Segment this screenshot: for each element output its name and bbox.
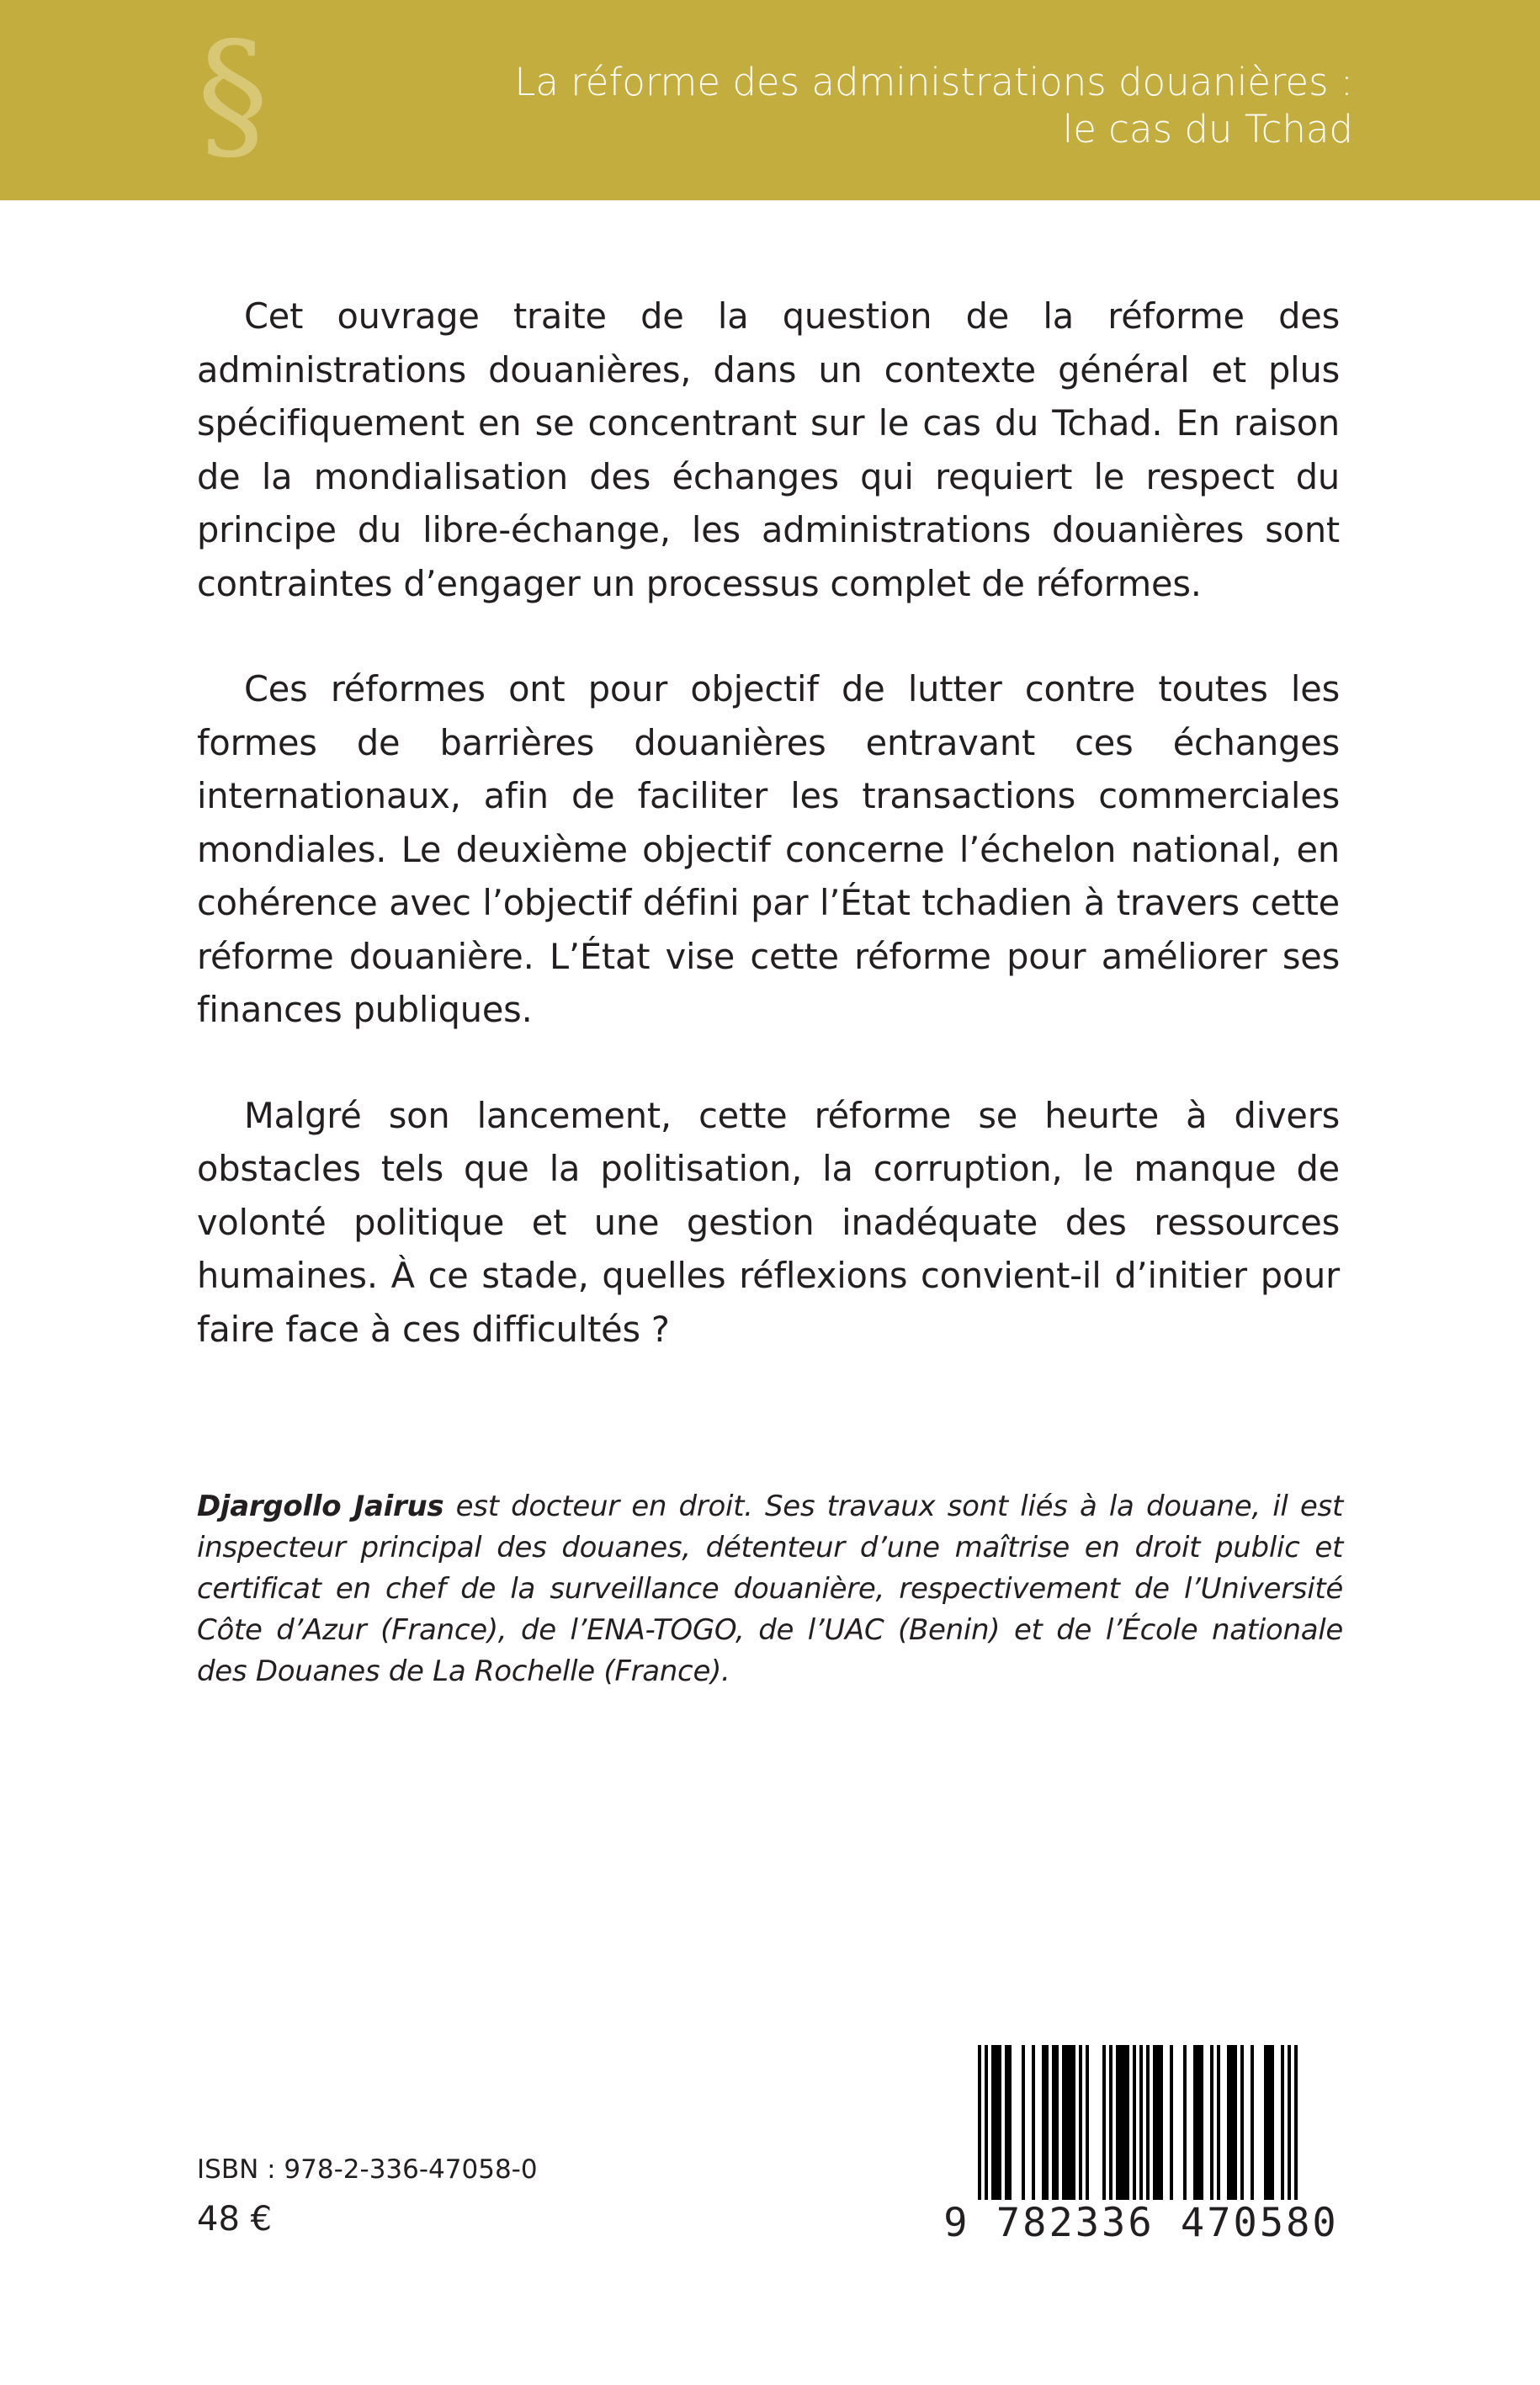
barcode-bar (1210, 2045, 1213, 2202)
cover-header-band (0, 0, 1540, 200)
book-title-line-1: La réforme des administrations douanières : (514, 60, 1353, 104)
barcode-bar (1069, 2045, 1072, 2202)
barcode-bar (1008, 2045, 1012, 2202)
barcode-bar (1153, 2045, 1156, 2202)
barcode-bar (991, 2045, 995, 2202)
barcode-bar (1230, 2045, 1234, 2202)
barcode-digits: 9 782336 470580 (941, 2200, 1341, 2247)
barcode-bar (1133, 2045, 1136, 2223)
barcode-bar (1116, 2045, 1119, 2202)
barcode-bar (1022, 2045, 1025, 2202)
barcode-bar (1170, 2045, 1173, 2202)
barcode-bar (1200, 2045, 1203, 2202)
barcode-bar (1065, 2045, 1069, 2202)
synopsis-paragraph-3: Malgré son lancement, cette réforme se heurte à divers obstacles tels que la politisation, la corruption, le manque de volonté politique et une gestion inadéquate des ressources humaines. À ce stade, quelles réflexions convient-il d’initier pour faire face à ces difficultés ? (197, 1094, 1340, 1350)
barcode-bar (1240, 2045, 1244, 2202)
barcode-bar (1227, 2045, 1230, 2202)
barcode-bar (1234, 2045, 1237, 2202)
barcode-bar (1251, 2045, 1254, 2202)
synopsis-paragraph-2: Ces réformes ont pour objectif de lutter contre toutes les formes de barrières douanières entravant ces échanges internationaux, afin de faciliter les transactions commerciales mondiales. Le deuxième objectif concerne l’échelon national, en cohérence avec l’objectif défini par l’État tchadien à travers cette réforme douanière. L’État vise cette réforme pour améliorer ses finances publiques. (197, 668, 1340, 1030)
barcode-bar (1109, 2045, 1113, 2202)
barcode (941, 2045, 1341, 2247)
barcode-bar (1005, 2045, 1008, 2202)
barcode-bar (1197, 2045, 1200, 2202)
barcode-bar (1156, 2045, 1160, 2202)
barcode-bar (1193, 2045, 1197, 2202)
barcode-bar (985, 2045, 988, 2223)
barcode-bar (1139, 2045, 1143, 2223)
barcode-bar (1264, 2045, 1267, 2202)
barcode-bar (1281, 2045, 1284, 2202)
barcode-bar (1146, 2045, 1150, 2202)
synopsis (197, 289, 1340, 1408)
barcode-bar (998, 2045, 1001, 2202)
barcode-bar (1119, 2045, 1123, 2202)
author-bio-text: est docteur en droit. Ses travaux sont liés à la douane, il est inspecteur principal des douanes, détenteur d’une maîtrise en droit public et certificat en chef de la surveillance douanière, respectivement de l’Université Côte d’Azur (France), de l’ENA-TOGO, de l’UAC (Benin) et de l’École nationale des Douanes de La Rochelle (France). (197, 1490, 1343, 1688)
barcode-bar (1055, 2045, 1059, 2202)
barcode-bar (995, 2045, 998, 2202)
barcode-bar (1160, 2045, 1163, 2202)
book-title-line-2: le cas du Tchad (1062, 107, 1353, 151)
barcode-bar (1217, 2045, 1220, 2202)
barcode-bar (1042, 2045, 1045, 2202)
book-title (514, 59, 1353, 153)
barcode-bar (1294, 2045, 1298, 2223)
author-name: Djargollo Jairus (197, 1490, 444, 1523)
barcode-bar (1102, 2045, 1106, 2202)
price-label: 48 € (197, 2200, 273, 2239)
barcode-bar (1123, 2045, 1126, 2202)
barcode-bar (1183, 2045, 1187, 2202)
author-bio (197, 1486, 1343, 1692)
barcode-bar (1086, 2045, 1089, 2202)
barcode-bar (1126, 2045, 1129, 2202)
barcode-bar (978, 2045, 981, 2223)
barcode-bar (1271, 2045, 1274, 2202)
barcode-bar (1032, 2045, 1035, 2202)
barcode-bar (1072, 2045, 1075, 2202)
barcode-bar (1045, 2045, 1049, 2202)
barcode-bar (1079, 2045, 1082, 2202)
isbn-label: ISBN : 978-2-336-47058-0 (197, 2154, 538, 2185)
synopsis-paragraph-1: Cet ouvrage traite de la question de la réforme des administrations douanières, dans un contexte général et plus spécifiquement en se concentrant sur le cas du Tchad. En raison de la mondialisation des échanges qui requiert le respect du principe du libre-échange, les administrations douanières sont contraintes d’engager un processus complet de réformes. (197, 295, 1340, 604)
barcode-bar (1062, 2045, 1065, 2202)
section-sign-icon: § (197, 12, 268, 178)
barcode-bar (1288, 2045, 1291, 2223)
barcode-bar (1267, 2045, 1271, 2202)
barcode-bar (1052, 2045, 1055, 2202)
